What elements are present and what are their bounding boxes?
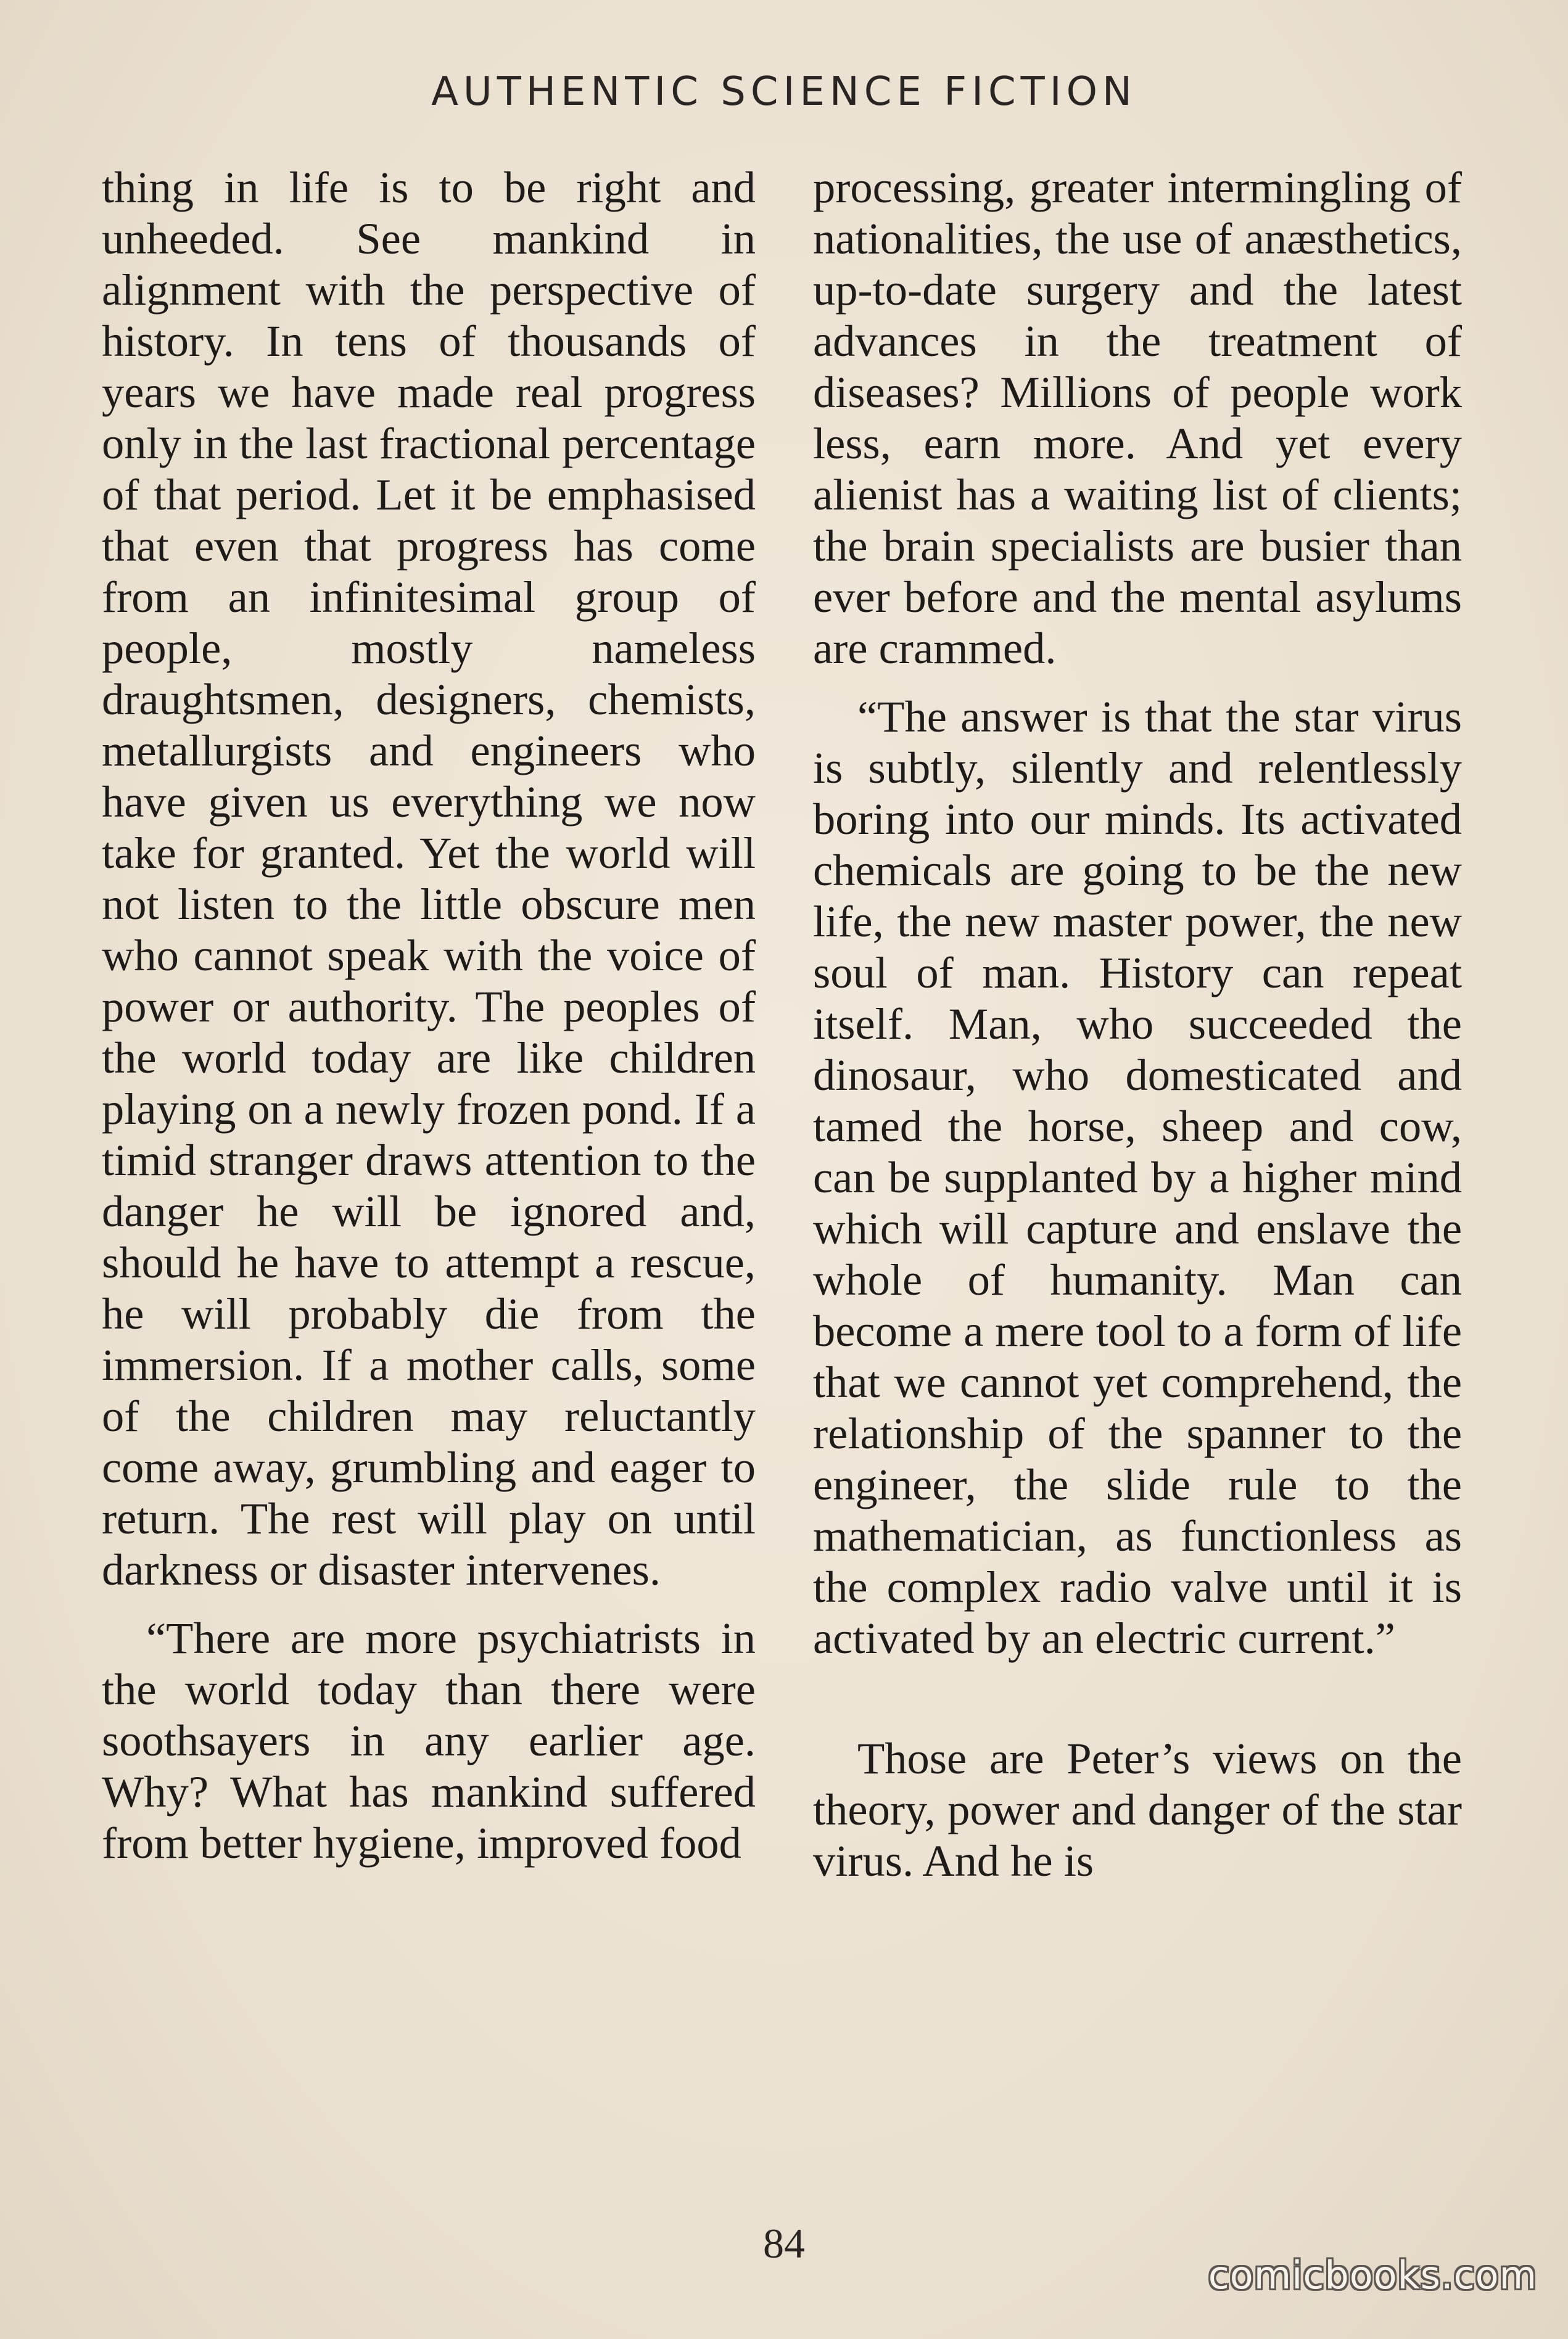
right-paragraph-2: “The answer is that the star virus is subtly, silently and relentlessly boring into our minds. Its activated chemicals are going to be the new life, the new master power, the new soul of man. History can repeat itself. Man, who succeeded the dinosaur, who domesticated and tamed the horse, sheep and cow, can be supplanted by a higher mind which will capture and enslave the whole of humanity. Man can become a mere tool to a form of life that we cannot yet comprehend, the relationship of the spanner to the engineer, the slide rule to the mathematician, as functionless as the complex radio valve until it is activated by an electric current.” — [813, 691, 1462, 1663]
left-paragraph-2: “There are more psychiatrists in the world today than there were soothsayers in any earlier age. Why? What has mankind suffered from better hygiene, improved food — [102, 1613, 756, 1868]
page-number: 84 — [763, 2220, 805, 2267]
right-paragraph-1: processing, greater intermingling of nationalities, the use of anæsthetics, up-to-date surgery and the latest advances in the treatment of diseases? Millions of people work less, earn more. And yet every alienist has a waiting list of clients; the brain specialists are busier than ever before and the mental asylums are crammed. — [813, 162, 1462, 673]
right-paragraph-3: Those are Peter’s views on the theory, power and danger of the star virus. And he is — [813, 1733, 1462, 1886]
watermark: comicbooks.com — [1208, 2253, 1537, 2298]
left-column — [102, 162, 756, 1868]
left-paragraph-1: thing in life is to be right and unheeded. See mankind in alignment with the perspective of history. In tens of thousands of years we have made real progress only in the last fractional percentage of that period. Let it be emphasised that even that progress has come from an infinitesimal group of people, mostly nameless draughtsmen, designers, chemists, metallurgists and engineers who have given us everything we now take for granted. Yet the world will not listen to the little obscure men who cannot speak with the voice of power or authority. The peoples of the world today are like children playing on a newly frozen pond. If a timid stranger draws attention to the danger he will be ignored and, should he have to attempt a rescue, he will probably die from the immersion. If a mother calls, some of the children may reluctantly come away, grumbling and eager to return. The rest will play on until darkness or disaster intervenes. — [102, 162, 756, 1594]
running-title: AUTHENTIC SCIENCE FICTION — [431, 69, 1137, 115]
right-column — [813, 162, 1462, 1886]
